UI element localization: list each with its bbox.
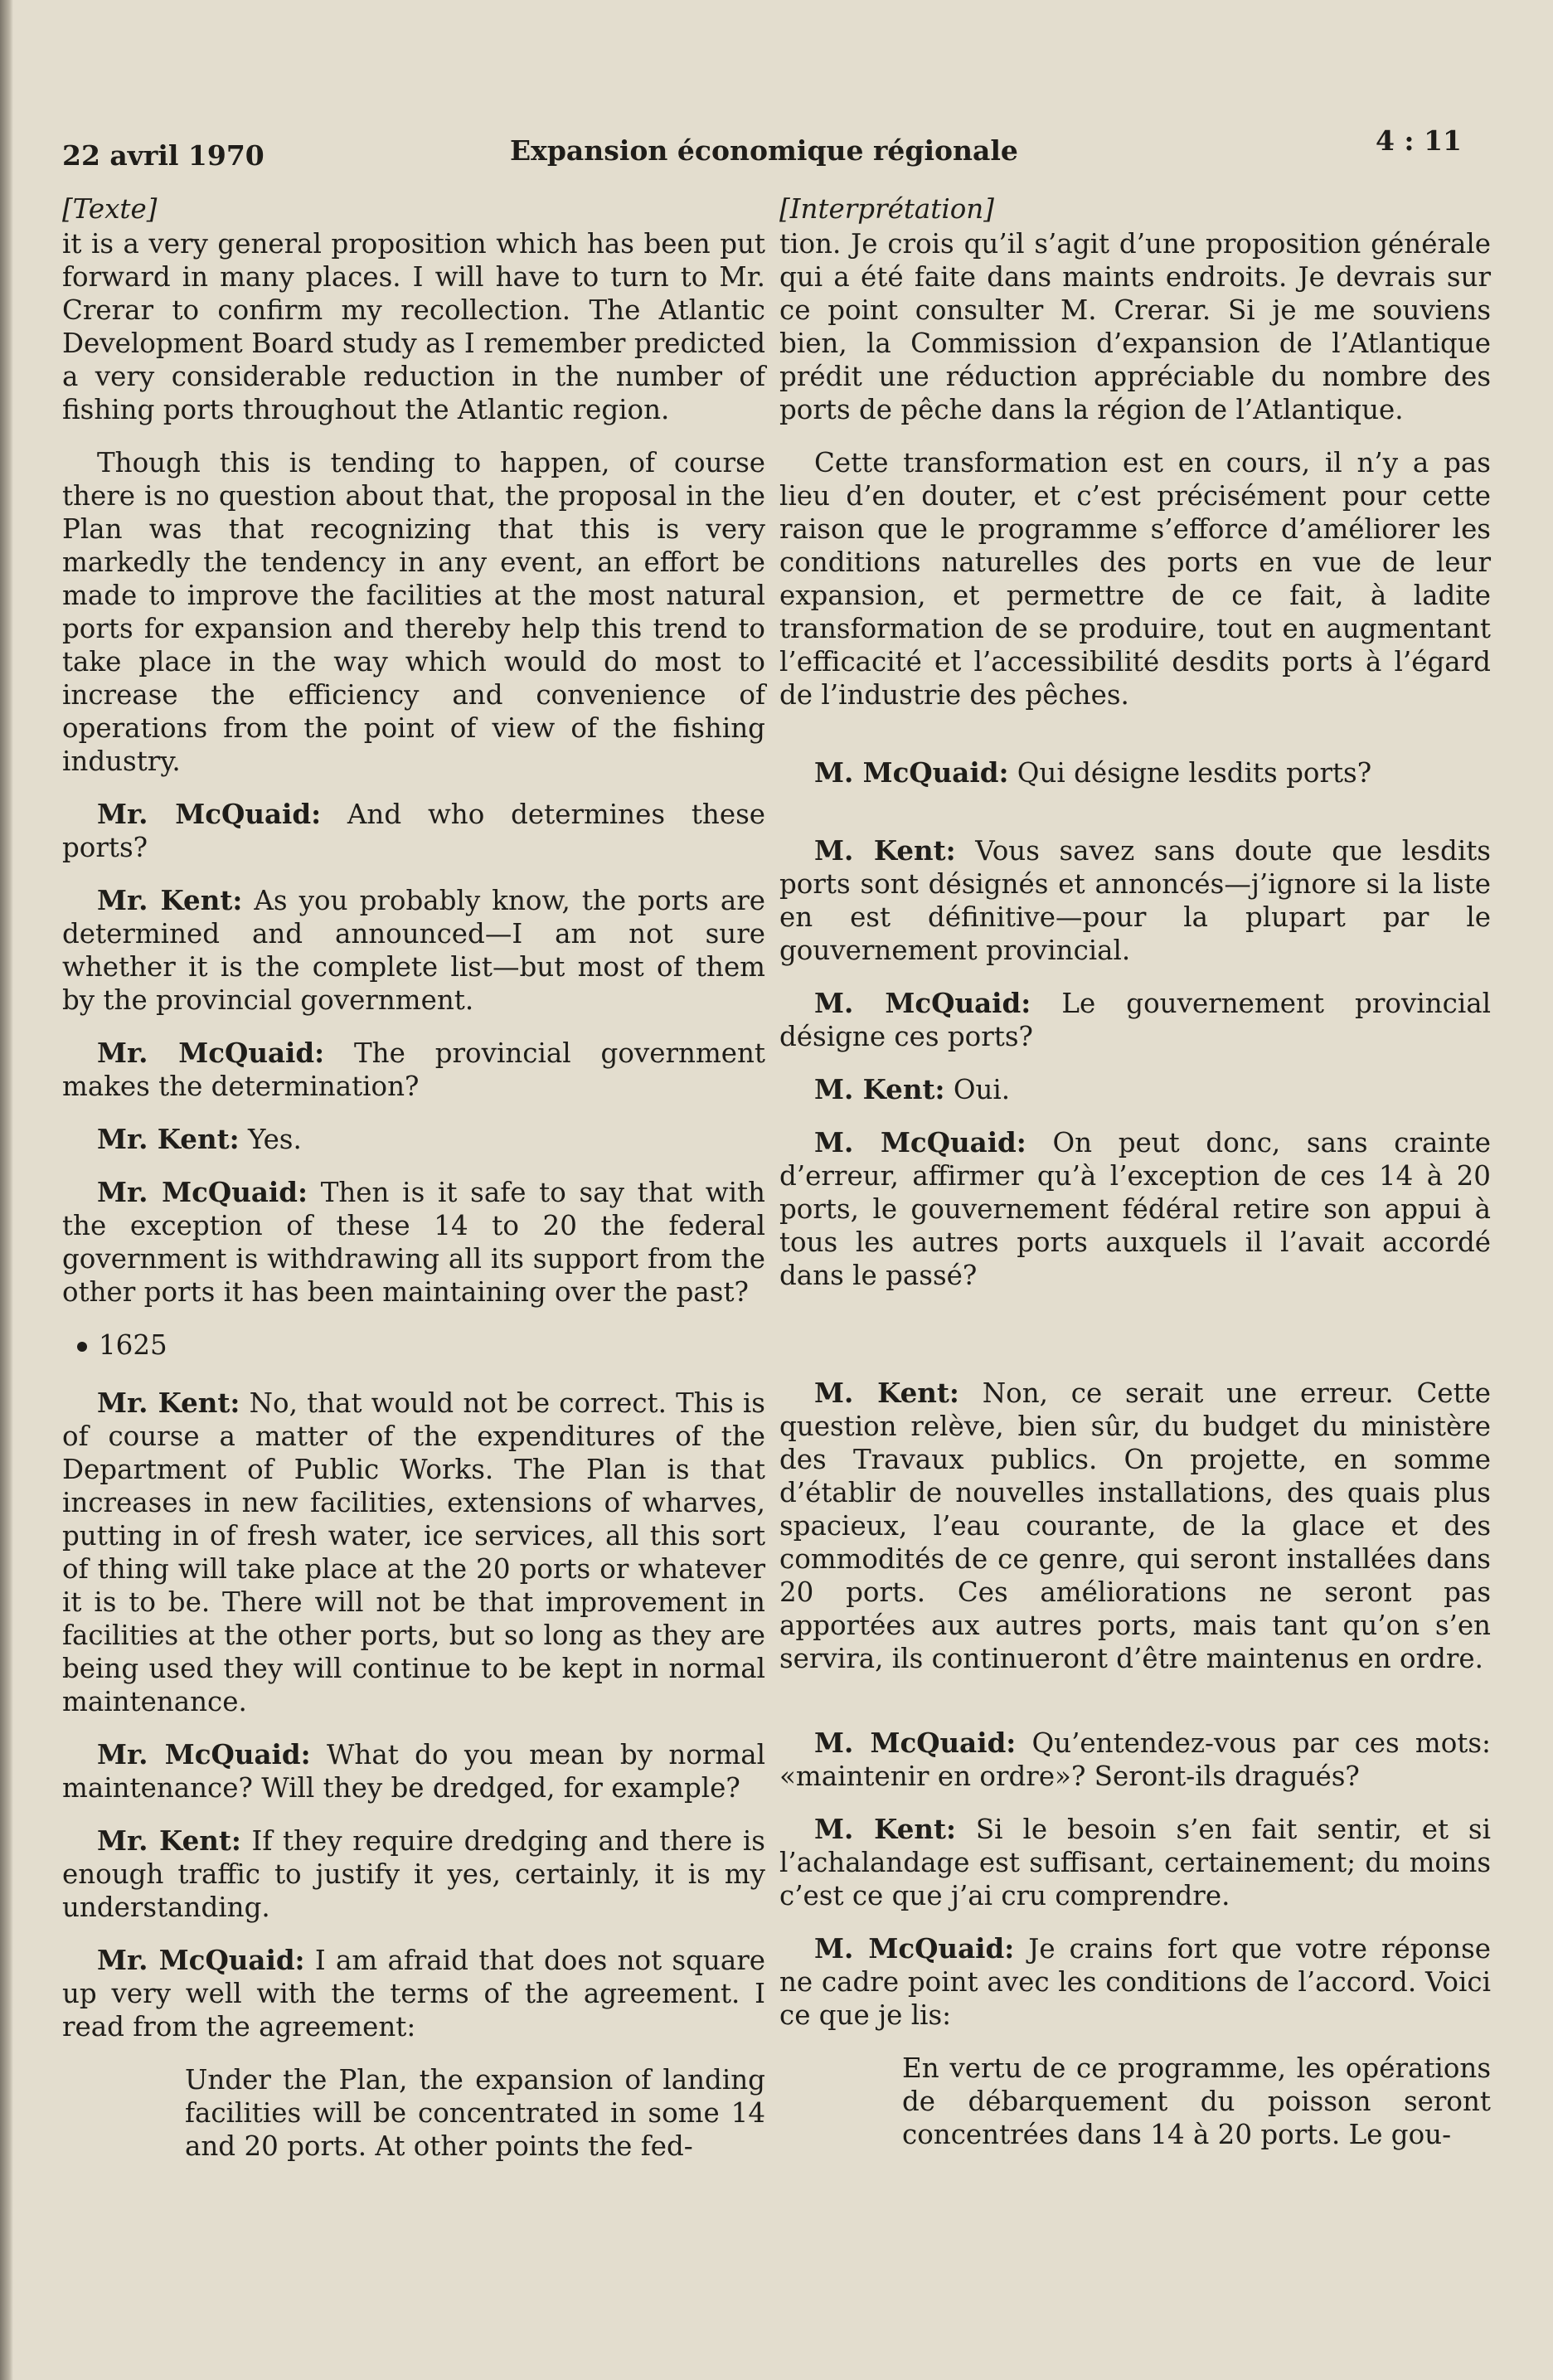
dialogue-turn — [779, 1813, 1491, 1912]
speech: Oui. — [953, 1074, 1011, 1105]
paragraph: Though this is tending to happen, of course there is no question about that, the proposal in the Plan was that recognizing that this is very markedly the tendency in any event, an effort be made to improve the facilities at the most natural ports for expansion and thereby help this trend to take place in the way which would do most to increase the efficiency and convenience of operations from the point of view of the fishing industry. — [62, 447, 765, 777]
spacer — [779, 1312, 1491, 1377]
speaker: Mr. Kent: — [97, 1123, 240, 1155]
speech: Then is it safe to say that with the exception of these 14 to 20 the federal government is withdrawing all its support from the other ports it has been maintaining over the past? — [62, 1177, 765, 1308]
dialogue-turn — [779, 1073, 1491, 1106]
speech: Je crains fort que votre réponse ne cadre point avec les conditions de l’accord. Voici ce que je lis: — [779, 1933, 1492, 2031]
speaker: M. McQuaid: — [814, 1727, 1017, 1759]
speaker: Mr. McQuaid: — [97, 798, 322, 830]
speech: Qui désigne lesdits ports? — [1017, 757, 1372, 789]
speaker: M. Kent: — [814, 1377, 959, 1409]
speaker: M. McQuaid: — [814, 756, 1009, 789]
speaker: M. Kent: — [814, 1073, 945, 1105]
speaker: M. Kent: — [814, 1813, 957, 1845]
spacer — [779, 809, 1491, 834]
paragraph: tion. Je crois qu’il s’agit d’une proposition générale qui a été faite dans maints endroits. Je devrais sur ce point consulter M. Crerar. Si je me souviens bien, la Commission d’expansion de l’Atlantique prédit une réduction appréciable du nombre des ports de pêche dans la région de l’Atlantique. — [779, 228, 1491, 425]
speaker: M. McQuaid: — [814, 1126, 1026, 1158]
dialogue-turn — [779, 1727, 1491, 1793]
speaker: M. Kent: — [814, 834, 956, 867]
dialogue-turn — [62, 1738, 765, 1804]
bullet-icon — [77, 1342, 87, 1352]
quotation: En vertu de ce programme, les opérations de débarquement du poisson seront concentrées dans 14 à 20 ports. Le gou- — [902, 2052, 1491, 2150]
page-header — [62, 124, 1462, 174]
dialogue-turn — [779, 1377, 1491, 1675]
speech: Le gouvernement provincial désigne ces ports? — [779, 988, 1492, 1052]
paragraph: Cette transformation est en cours, il n’y a pas lieu d’en douter, et c’est précisément pour cette raison que le programme s’efforce d’améliorer les conditions naturelles des ports en vue de leur expansion, et permettre de ce fait, à ladite transformation de se produire, tout en augmentant l’efficacité et l’accessibilité desdits ports à l’égard de l’industrie des pêches. — [779, 447, 1491, 711]
speech: I am afraid that does not square up very well with the terms of the agreement. I read from the agreement: — [62, 1945, 765, 2042]
speech: Vous savez sans doute que lesdits ports sont désignés et annoncés—j’ignore si la liste en est définitive—pour la plupart par le gouvernement provincial. — [779, 835, 1491, 966]
language-tag: [Interprétation] — [779, 193, 994, 225]
speech: Non, ce serait une erreur. Cette question relève, bien sûr, du budget du ministère des Travaux publics. On projette, en somme d’établir de nouvelles installations, des quais plus spacieux, l’eau courante, de la glace et des commodités de ce genre, qui seront installées dans 20 ports. Ces améliorations ne seront pas apportées aux autres ports, mais tant qu’on s’en servira, ils continueront d’être maintenus en ordre. — [779, 1377, 1491, 1674]
speech: On peut donc, sans crainte d’erreur, affirmer qu’à l’exception de ces 14 à 20 ports, le gouvernement fédéral retire son appui à tous les autres ports auxquels il l’avait accordé dans le passé? — [779, 1127, 1491, 1291]
speaker: Mr. McQuaid: — [97, 1037, 325, 1069]
speech: Si le besoin s’en fait sentir, et si l’achalandage est suffisant, certainement; du moins c’est ce que j’ai cru comprendre. — [779, 1814, 1491, 1911]
speaker: Mr. Kent: — [97, 1387, 240, 1419]
dialogue-turn — [779, 756, 1491, 789]
dialogue-turn — [779, 1932, 1491, 2032]
dialogue-turn — [779, 834, 1491, 967]
speaker: Mr. McQuaid: — [97, 1176, 308, 1208]
french-column — [779, 192, 1491, 2330]
header-date: 22 avril 1970 — [62, 139, 264, 172]
speech: No, that would not be correct. This is of course a matter of the expenditures of the Department of Public Works. The Plan is that increases in new facilities, extensions of wharves, putting in of fresh water, ice services, all this sort of thing will take place at the 20 ports or whatever it is to be. There will not be that improvement in facilities at the other ports, but so long as they are being used they will continue to be kept in normal maintenance. — [62, 1387, 765, 1717]
dialogue-turn — [62, 1824, 765, 1924]
dialogue-turn — [779, 987, 1491, 1053]
dialogue-turn — [62, 798, 765, 864]
quotation: Under the Plan, the expansion of landing facilities will be concentrated in some 14 and 20 ports. At other points the fed- — [185, 2064, 765, 2162]
speech: What do you mean by normal maintenance? Will they be dredged, for example? — [62, 1739, 765, 1804]
time-stamp: 1625 — [99, 1329, 167, 1361]
spacer — [779, 1695, 1491, 1727]
language-tag: [Texte] — [62, 193, 158, 225]
speech: The provincial government makes the determination? — [62, 1037, 765, 1102]
speaker: M. McQuaid: — [814, 987, 1031, 1019]
speaker: Mr. McQuaid: — [97, 1944, 305, 1976]
dialogue-turn — [62, 1123, 765, 1156]
speech: If they require dredging and there is enough traffic to justify it yes, certainly, it is my understanding. — [62, 1825, 765, 1923]
speech: Yes. — [247, 1124, 302, 1155]
paragraph: it is a very general proposition which has been put forward in many places. I will have to turn to Mr. Crerar to confirm my recollection. The Atlantic Development Board study as I remember predicted a very considerable reduction in the number of fishing ports throughout the Atlantic region. — [62, 228, 765, 425]
speaker: Mr. Kent: — [97, 1824, 241, 1857]
speech: As you probably know, the ports are determined and announced—I am not sure whether it is the complete list—but most of them by the provincial government. — [62, 885, 766, 1016]
speaker: M. McQuaid: — [814, 1932, 1015, 1965]
spacer — [779, 731, 1491, 756]
dialogue-turn — [62, 1387, 765, 1718]
header-title: Expansion économique régionale — [510, 134, 1018, 167]
dialogue-turn — [62, 1944, 765, 2043]
dialogue-turn — [779, 1126, 1491, 1292]
speaker: Mr. McQuaid: — [97, 1738, 311, 1770]
dialogue-turn — [62, 884, 765, 1017]
english-column — [62, 192, 765, 2330]
dialogue-turn — [62, 1037, 765, 1103]
binding-shadow — [0, 0, 13, 2380]
speaker: Mr. Kent: — [97, 884, 243, 916]
speech: Qu’entendez-vous par ces mots: «maintenir en ordre»? Seront-ils dragués? — [779, 1727, 1491, 1792]
time-marker — [62, 1328, 765, 1362]
page-number: 4 : 11 — [1375, 124, 1462, 157]
speech: And who determines these ports? — [62, 799, 765, 863]
dialogue-turn — [62, 1176, 765, 1309]
